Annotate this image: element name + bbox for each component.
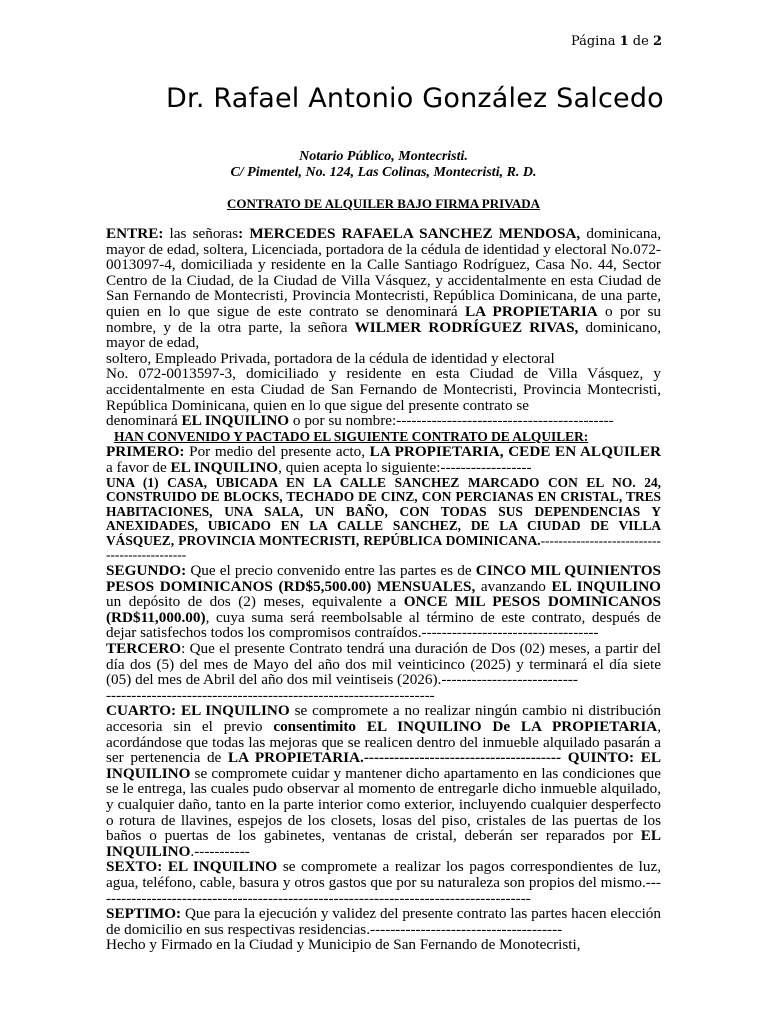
clause-sexto [106,859,661,906]
text: , cuya suma será reembolsable al término de este contrato, después de dejar satisfechos todos los compromisos contraídos.----------------------------------- [106,608,661,642]
text: dominicana, mayor de edad, soltera, Licenciada, portadora de la cédula de identidad y electoral No.072-0013097-4, domiciliada y residente en la Calle Santiago Rodríguez, Casa No. 44, Sector Centro de la Ciudad, de la Ciudad de Villa Vásquez, y accidentalmente en esta Ciudad de San Fernando de Montecristi, Provincia Montecristi, República Dominicana, de una parte, quien en lo que sigue de este contrato se denominará [106,225,661,320]
text: se compromete a realizar los pagos correspondientes de luz, agua, teléfono, cable, basura y otros gastos que por su naturaleza son propios del mismo.--------------------------------------------------------------------------------------- [106,858,662,907]
text: o por su nombre, y de la otra parte, la señora [106,302,662,336]
parties-closing [106,413,661,429]
clause-label: SEPTIMO: [106,905,182,923]
author-name: Dr. Rafael Antonio González Salcedo [166,83,664,114]
page-label: Página [570,34,616,49]
notary-subtitle [106,149,661,181]
page-total: 2 [652,34,662,49]
consent-text: consentimito EL INQUILINO De LA PROPIETARIA [273,718,658,735]
tenant-role: EL INQUILINO [170,458,279,476]
text: , quien acepta lo siguiente:------------------ [278,458,532,476]
text: las señoras [163,225,239,242]
deposit-amount: ONCE MIL PESOS DOMINICANOS (RD$11,000.00) [106,593,661,626]
contract-title: CONTRATO DE ALQUILER BAJO FIRMA PRIVADA [226,196,541,211]
owner-name: : MERCEDES RAFAELA SANCHEZ MENDOSA, [238,225,581,242]
text: , acordándose que todas las mejoras que se realicen dentro del inmueble alquilado pasarán a ser pertenencia de [106,718,661,767]
text: dominicano, mayor de edad, [106,318,661,352]
tenant-name: WILMER RODRÍGUEZ RIVAS, [354,318,579,336]
text: se compromete a no realizar ningún cambio ni distribución accesoria sin el previo [106,702,661,735]
text: Que para la ejecución y validez del presente contrato las partes hacen elección de domicilio en sus respectivas residencias.-------------------------------------- [106,905,661,938]
owner-role: LA PROPIETARIA, CEDE EN ALQUILER [369,443,661,461]
clause-label: CUARTO: EL INQUILINO [106,702,290,720]
clause-tercero [106,641,661,688]
text: o por su nombre:------------------------------------------- [289,413,614,429]
dashes: --------------------------------------------- [106,532,661,563]
clause-label: SEGUNDO: [106,562,187,580]
agreement-heading: HAN CONVENIDO Y PACTADO EL SIGUIENTE CONTRATO DE ALQUILER: [114,428,589,444]
signing-line: Hecho y Firmado en la Ciudad y Municipio de San Fernando de Monotecristi, [106,936,581,954]
clause-label: TERCERO [106,640,182,658]
separator-line: ----------------------------------------------------------------- [106,687,435,704]
text: avanzando [475,577,552,595]
page-number [571,34,662,49]
owner-role-and-quinto: LA PROPIETARIA.--------------------------------------- QUINTO: EL INQUILINO [106,749,662,782]
contract-body [106,226,661,953]
page-of: de [632,34,649,49]
page-current: 1 [619,34,629,49]
notary-title: Notario Público, Montecristi. [299,149,468,164]
clause-segundo [106,563,661,641]
clause-cuarto-quinto [106,703,661,859]
text: un depósito de dos (2) meses, equivalente a [106,593,404,611]
tenant-role: EL INQUILINO [181,413,290,429]
parties-line: soltero, Empleado Privada, portadora de la cédula de identidad y electoral [106,349,555,367]
text: Que el precio convenido entre las partes es de [186,562,476,580]
notary-address: C/ Pimentel, No. 124, Las Colinas, Montecristi, R. D. [230,165,537,180]
clause-label: SEXTO: EL INQUILINO [106,858,278,876]
text: : Que el presente Contrato tendrá una duración de Dos (02) meses, a partir del día dos (5) del mes de Mayo del año dos mil veinticinco (2025) y terminará el día siete (05) del mes de Abril del año dos mil veintiseis (2026).--------------------------- [106,640,661,689]
clause-primero [106,444,661,475]
property-description [106,476,661,564]
property-text: UNA (1) CASA, UBICADA EN LA CALLE SANCHEZ MARCADO CON EL NO. 24, CONSTRUIDO DE BLOCKS, TECHADO DE CINZ, CON PERCIANAS EN CRISTAL, TRES HABITACIONES, UNA SALA, UN BAÑO, CON TODAS SUS DEPENDENCIAS Y ANEXIDADES, UBICADO EN LA CALLE SANCHEZ, DE LA CIUDAD DE VILLA VÁSQUEZ, PROVINCIA MONTECRISTI, REPÚBLICA DOMINICANA. [106,474,661,548]
text: a favor de [106,458,171,476]
monthly-amount: CINCO MIL QUINIENTOS PESOS DOMINICANOS (RD$5,500.00) MENSUALES, [106,562,662,595]
text: .----------- [190,842,250,860]
text: se compromete cuidar y mantener dicho apartamento en las condiciones que se le entrega, las cuales pudo observar al momento de entregarle dicho inmueble alquilado, y cualquier daño, tanto en la parte interior como exterior, incluyendo cualquier desperfecto o rotura de llavines, espejos de los closets, losas del piso, cristales de las puertas de los baños o puertas de los gabinetes, ventanas de cristal, deberán ser reparados por [106,764,661,845]
tenant-role: EL INQUILINO [106,827,661,860]
clause-label: PRIMERO: [106,443,185,461]
parties-label: ENTRE: [106,225,164,242]
parties-continued: No. 072-0013597-3, domiciliado y residente en esta Ciudad de Villa Vásquez, y accidentalmente en esta Ciudad de San Fernando de Montecristi, Provincia Montecristi, República Dominicana, quien en lo que sigue del presente contrato se [106,365,661,414]
tenant-role: EL INQUILINO [551,577,661,595]
text: Por medio del presente acto, [184,443,370,461]
parties-paragraph [106,226,661,351]
clause-septimo [106,906,661,937]
owner-role: LA PROPIETARIA [464,302,598,320]
text: denominará [106,413,182,429]
